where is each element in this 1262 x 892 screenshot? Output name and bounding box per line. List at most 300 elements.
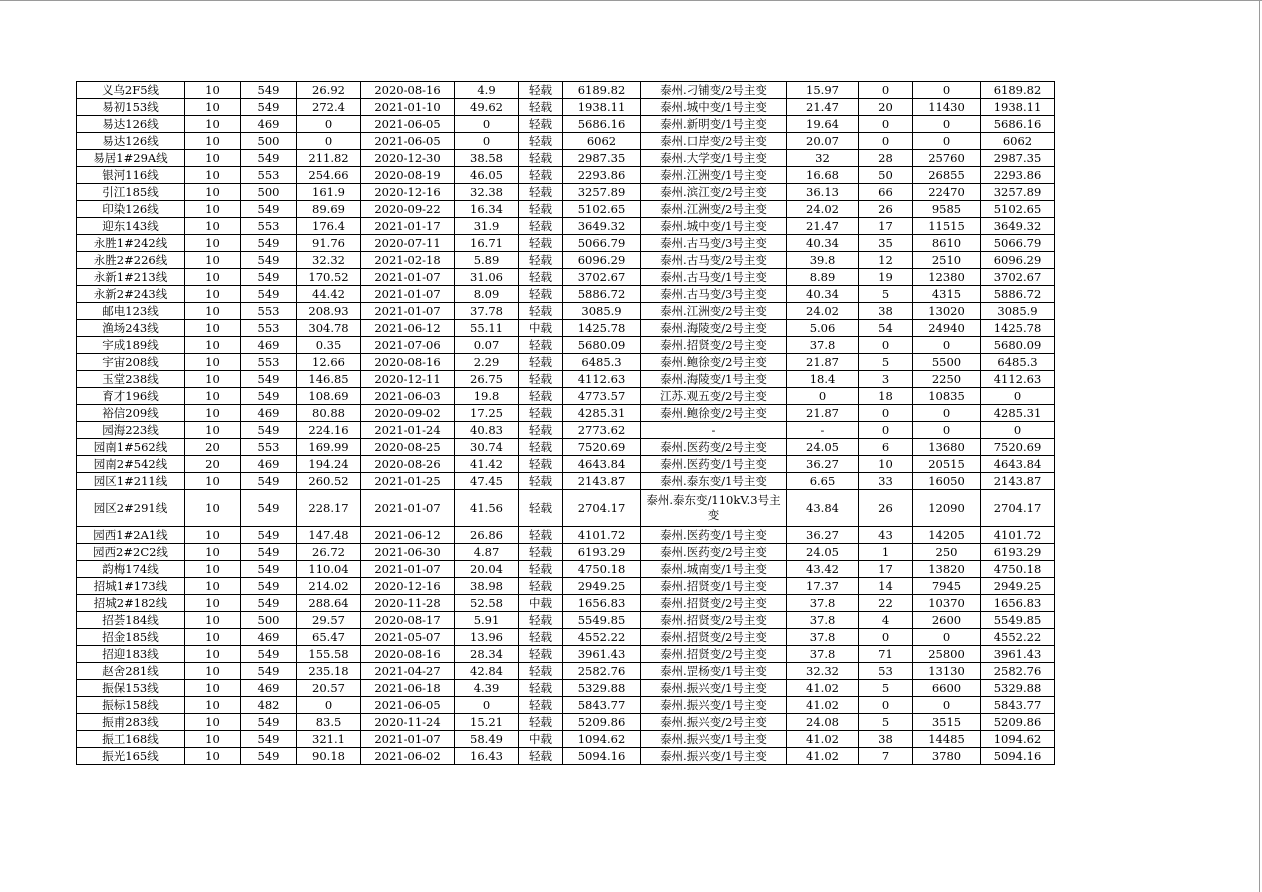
table-cell[interactable]: 26.86	[455, 527, 519, 544]
table-cell[interactable]: 2021-02-18	[361, 252, 455, 269]
table-cell[interactable]: 2582.76	[563, 663, 641, 680]
table-cell[interactable]: 10	[185, 473, 241, 490]
table-cell[interactable]: 轻载	[519, 663, 563, 680]
table-cell[interactable]: 泰州.海陵变/2号主变	[641, 320, 787, 337]
table-cell[interactable]: 37.8	[787, 612, 859, 629]
table-cell[interactable]: 10	[859, 456, 913, 473]
table-cell[interactable]: 147.48	[297, 527, 361, 544]
table-cell[interactable]: 254.66	[297, 167, 361, 184]
table-cell[interactable]: 21.87	[787, 405, 859, 422]
table-cell[interactable]: 4112.63	[981, 371, 1055, 388]
table-cell[interactable]: 10	[185, 405, 241, 422]
table-cell[interactable]: 5	[859, 714, 913, 731]
table-cell[interactable]: 26.75	[455, 371, 519, 388]
table-cell[interactable]: 中载	[519, 595, 563, 612]
table-cell[interactable]: 2704.17	[563, 490, 641, 527]
table-cell[interactable]: 4.9	[455, 82, 519, 99]
table-cell[interactable]: 轻载	[519, 235, 563, 252]
table-cell[interactable]: 10	[185, 490, 241, 527]
table-cell[interactable]: 2020-11-28	[361, 595, 455, 612]
table-cell[interactable]: 469	[241, 680, 297, 697]
table-cell[interactable]: 40.83	[455, 422, 519, 439]
table-cell[interactable]: 5549.85	[563, 612, 641, 629]
table-cell[interactable]: 549	[241, 595, 297, 612]
table-cell[interactable]: 553	[241, 439, 297, 456]
table-cell[interactable]: 邮电123线	[77, 303, 185, 320]
table-cell[interactable]: 16.43	[455, 748, 519, 765]
table-cell[interactable]: 5209.86	[563, 714, 641, 731]
table-cell[interactable]: 37.8	[787, 595, 859, 612]
table-cell[interactable]: 2020-12-11	[361, 371, 455, 388]
table-cell[interactable]: 1656.83	[563, 595, 641, 612]
table-cell[interactable]: 41.42	[455, 456, 519, 473]
table-cell[interactable]: 2020-08-16	[361, 354, 455, 371]
table-cell[interactable]: 2987.35	[981, 150, 1055, 167]
table-cell[interactable]: 10370	[913, 595, 981, 612]
table-cell[interactable]: 13130	[913, 663, 981, 680]
table-cell[interactable]: 35	[859, 235, 913, 252]
table-cell[interactable]: 2021-07-06	[361, 337, 455, 354]
table-cell[interactable]: 17.37	[787, 578, 859, 595]
table-cell[interactable]: 155.58	[297, 646, 361, 663]
table-cell[interactable]: 2582.76	[981, 663, 1055, 680]
table-cell[interactable]: 2021-06-05	[361, 133, 455, 150]
table-cell[interactable]: 10	[185, 731, 241, 748]
table-cell[interactable]: 16.34	[455, 201, 519, 218]
table-cell[interactable]: 泰州.城南变/1号主变	[641, 561, 787, 578]
table-cell[interactable]: 41.02	[787, 731, 859, 748]
table-cell[interactable]: 469	[241, 629, 297, 646]
table-cell[interactable]: 4552.22	[981, 629, 1055, 646]
table-cell[interactable]: 13820	[913, 561, 981, 578]
table-cell[interactable]: 500	[241, 133, 297, 150]
table-cell[interactable]: 招城1#173线	[77, 578, 185, 595]
table-cell[interactable]: 2021-06-05	[361, 697, 455, 714]
table-cell[interactable]: 21.47	[787, 99, 859, 116]
table-cell[interactable]: 38	[859, 303, 913, 320]
table-cell[interactable]: 24.02	[787, 303, 859, 320]
table-cell[interactable]: 1656.83	[981, 595, 1055, 612]
table-cell[interactable]: 1425.78	[563, 320, 641, 337]
table-cell[interactable]: 10	[185, 595, 241, 612]
table-cell[interactable]: 21.47	[787, 218, 859, 235]
table-cell[interactable]: 轻载	[519, 422, 563, 439]
table-cell[interactable]: 泰州.古马变/2号主变	[641, 252, 787, 269]
table-cell[interactable]: 5.91	[455, 612, 519, 629]
table-cell[interactable]: 20.57	[297, 680, 361, 697]
table-cell[interactable]: 10	[185, 544, 241, 561]
table-cell[interactable]: 549	[241, 578, 297, 595]
table-cell[interactable]: 韵梅174线	[77, 561, 185, 578]
table-cell[interactable]: 2021-06-18	[361, 680, 455, 697]
table-cell[interactable]: 易达126线	[77, 116, 185, 133]
table-cell[interactable]: 2021-01-10	[361, 99, 455, 116]
table-cell[interactable]: 43.42	[787, 561, 859, 578]
table-cell[interactable]: 24.08	[787, 714, 859, 731]
table-cell[interactable]: 2021-01-07	[361, 561, 455, 578]
table-cell[interactable]: 6485.3	[563, 354, 641, 371]
table-cell[interactable]: 5094.16	[563, 748, 641, 765]
table-cell[interactable]: 泰州.海陵变/1号主变	[641, 371, 787, 388]
table-cell[interactable]: 2021-06-05	[361, 116, 455, 133]
table-cell[interactable]: 永胜1#242线	[77, 235, 185, 252]
table-cell[interactable]: 6062	[981, 133, 1055, 150]
table-cell[interactable]: 14	[859, 578, 913, 595]
table-cell[interactable]: 304.78	[297, 320, 361, 337]
table-cell[interactable]: 549	[241, 82, 297, 99]
table-cell[interactable]: 6189.82	[981, 82, 1055, 99]
table-cell[interactable]: 裕信209线	[77, 405, 185, 422]
table-cell[interactable]: 2020-08-16	[361, 82, 455, 99]
table-cell[interactable]: 12090	[913, 490, 981, 527]
table-cell[interactable]: 轻载	[519, 354, 563, 371]
table-cell[interactable]: 15.97	[787, 82, 859, 99]
table-cell[interactable]: 迎东143线	[77, 218, 185, 235]
table-cell[interactable]: 4.39	[455, 680, 519, 697]
table-cell[interactable]: 1938.11	[981, 99, 1055, 116]
table-cell[interactable]: 3257.89	[563, 184, 641, 201]
table-cell[interactable]: 549	[241, 731, 297, 748]
table-cell[interactable]: 泰州.江洲变/2号主变	[641, 303, 787, 320]
table-cell[interactable]: 169.99	[297, 439, 361, 456]
table-cell[interactable]: 轻载	[519, 578, 563, 595]
table-cell[interactable]: 园西2#2C2线	[77, 544, 185, 561]
table-cell[interactable]: 5329.88	[981, 680, 1055, 697]
table-cell[interactable]: 39.8	[787, 252, 859, 269]
table-cell[interactable]: 2021-01-07	[361, 490, 455, 527]
table-cell[interactable]: 3780	[913, 748, 981, 765]
table-cell[interactable]: 泰州.医药变/2号主变	[641, 544, 787, 561]
table-cell[interactable]: 41.56	[455, 490, 519, 527]
table-cell[interactable]: 5500	[913, 354, 981, 371]
table-cell[interactable]: 0	[787, 388, 859, 405]
table-cell[interactable]: 5329.88	[563, 680, 641, 697]
table-cell[interactable]: 321.1	[297, 731, 361, 748]
table-cell[interactable]: 146.85	[297, 371, 361, 388]
table-cell[interactable]: 2250	[913, 371, 981, 388]
table-cell[interactable]: 10835	[913, 388, 981, 405]
table-cell[interactable]: 1094.62	[981, 731, 1055, 748]
table-cell[interactable]: 0	[913, 697, 981, 714]
table-cell[interactable]: 园海223线	[77, 422, 185, 439]
table-cell[interactable]: 5	[859, 354, 913, 371]
table-cell[interactable]: 1425.78	[981, 320, 1055, 337]
table-cell[interactable]: 2020-08-26	[361, 456, 455, 473]
table-cell[interactable]: 5102.65	[981, 201, 1055, 218]
table-cell[interactable]: 37.8	[787, 629, 859, 646]
table-cell[interactable]: 轻载	[519, 167, 563, 184]
table-cell[interactable]: 泰州.城中变/1号主变	[641, 99, 787, 116]
table-cell[interactable]: 2020-11-24	[361, 714, 455, 731]
table-cell[interactable]: 5	[859, 680, 913, 697]
table-cell[interactable]: 24.05	[787, 544, 859, 561]
table-cell[interactable]: 20	[185, 456, 241, 473]
table-cell[interactable]: 5094.16	[981, 748, 1055, 765]
table-cell[interactable]: 58.49	[455, 731, 519, 748]
table-cell[interactable]: 53	[859, 663, 913, 680]
table-cell[interactable]: 16050	[913, 473, 981, 490]
table-cell[interactable]: 园区1#211线	[77, 473, 185, 490]
table-cell[interactable]: 500	[241, 184, 297, 201]
table-cell[interactable]: 13020	[913, 303, 981, 320]
table-cell[interactable]: 10	[185, 320, 241, 337]
table-cell[interactable]: 4315	[913, 286, 981, 303]
table-cell[interactable]: 2704.17	[981, 490, 1055, 527]
table-cell[interactable]: 泰州.振兴变/2号主变	[641, 714, 787, 731]
table-cell[interactable]: 36.27	[787, 456, 859, 473]
table-cell[interactable]: 轻载	[519, 612, 563, 629]
table-cell[interactable]: 泰州.鲍徐变/2号主变	[641, 405, 787, 422]
table-cell[interactable]: 20	[859, 99, 913, 116]
table-cell[interactable]: 10	[185, 252, 241, 269]
table-cell[interactable]: 10	[185, 629, 241, 646]
table-cell[interactable]: 轻载	[519, 490, 563, 527]
table-cell[interactable]: 5886.72	[563, 286, 641, 303]
table-cell[interactable]: 0	[913, 629, 981, 646]
table-cell[interactable]: 轻载	[519, 150, 563, 167]
table-cell[interactable]: 轻载	[519, 544, 563, 561]
table-cell[interactable]: 553	[241, 354, 297, 371]
table-cell[interactable]: 469	[241, 405, 297, 422]
table-cell[interactable]: 轻载	[519, 388, 563, 405]
table-cell[interactable]: 2020-09-02	[361, 405, 455, 422]
table-cell[interactable]: 10	[185, 388, 241, 405]
table-cell[interactable]: 泰州.鲍徐变/2号主变	[641, 354, 787, 371]
table-cell[interactable]: 8.89	[787, 269, 859, 286]
table-cell[interactable]: 3961.43	[981, 646, 1055, 663]
table-cell[interactable]: 5680.09	[981, 337, 1055, 354]
table-cell[interactable]: 轻载	[519, 269, 563, 286]
table-cell[interactable]: 10	[185, 337, 241, 354]
table-cell[interactable]: 中载	[519, 731, 563, 748]
table-cell[interactable]: 泰州.口岸变/2号主变	[641, 133, 787, 150]
table-cell[interactable]: 549	[241, 663, 297, 680]
table-cell[interactable]: 6	[859, 439, 913, 456]
table-cell[interactable]: 2020-12-16	[361, 184, 455, 201]
table-cell[interactable]: 2021-06-30	[361, 544, 455, 561]
table-cell[interactable]: 轻载	[519, 286, 563, 303]
table-cell[interactable]: 2293.86	[563, 167, 641, 184]
table-cell[interactable]: 549	[241, 561, 297, 578]
table-cell[interactable]: 36.13	[787, 184, 859, 201]
table-cell[interactable]: 10	[185, 680, 241, 697]
table-cell[interactable]: 泰州.振兴变/1号主变	[641, 697, 787, 714]
table-cell[interactable]: 482	[241, 697, 297, 714]
table-cell[interactable]: 170.52	[297, 269, 361, 286]
table-cell[interactable]: 12	[859, 252, 913, 269]
table-cell[interactable]: 轻载	[519, 439, 563, 456]
table-cell[interactable]: 0	[913, 116, 981, 133]
table-cell[interactable]: 振甫283线	[77, 714, 185, 731]
table-cell[interactable]: 泰州.振兴变/1号主变	[641, 731, 787, 748]
table-cell[interactable]: 31.06	[455, 269, 519, 286]
table-cell[interactable]: 泰州.古马变/3号主变	[641, 286, 787, 303]
table-cell[interactable]: 469	[241, 116, 297, 133]
table-cell[interactable]: 1094.62	[563, 731, 641, 748]
table-cell[interactable]: 泰州.医药变/2号主变	[641, 439, 787, 456]
table-cell[interactable]: 轻载	[519, 748, 563, 765]
table-cell[interactable]: 轻载	[519, 303, 563, 320]
table-cell[interactable]: 17.25	[455, 405, 519, 422]
table-cell[interactable]: 5686.16	[563, 116, 641, 133]
table-cell[interactable]: 6193.29	[981, 544, 1055, 561]
table-cell[interactable]: 轻载	[519, 82, 563, 99]
table-cell[interactable]: 18.4	[787, 371, 859, 388]
table-cell[interactable]: 4101.72	[981, 527, 1055, 544]
table-cell[interactable]: 2020-12-16	[361, 578, 455, 595]
table-cell[interactable]: 易达126线	[77, 133, 185, 150]
table-cell[interactable]: 轻载	[519, 680, 563, 697]
table-cell[interactable]: 91.76	[297, 235, 361, 252]
table-cell[interactable]: 5	[859, 286, 913, 303]
table-cell[interactable]: 90.18	[297, 748, 361, 765]
table-cell[interactable]: 10	[185, 748, 241, 765]
table-cell[interactable]: 4	[859, 612, 913, 629]
table-cell[interactable]: 泰州.招贤变/2号主变	[641, 595, 787, 612]
table-cell[interactable]: 11430	[913, 99, 981, 116]
table-cell[interactable]: 10	[185, 116, 241, 133]
table-cell[interactable]: 振光165线	[77, 748, 185, 765]
table-cell[interactable]: 26.92	[297, 82, 361, 99]
table-cell[interactable]: 14485	[913, 731, 981, 748]
table-cell[interactable]: 549	[241, 473, 297, 490]
table-cell[interactable]: 214.02	[297, 578, 361, 595]
table-cell[interactable]: 2949.25	[981, 578, 1055, 595]
table-cell[interactable]: 16.71	[455, 235, 519, 252]
table-cell[interactable]: 89.69	[297, 201, 361, 218]
table-cell[interactable]: 泰州.泰东变/110kV.3号主变	[641, 490, 787, 527]
table-cell[interactable]: 10	[185, 99, 241, 116]
table-cell[interactable]: 2021-06-12	[361, 320, 455, 337]
table-cell[interactable]: 54	[859, 320, 913, 337]
table-cell[interactable]: 549	[241, 286, 297, 303]
table-cell[interactable]: 轻载	[519, 201, 563, 218]
table-cell[interactable]: 园南2#542线	[77, 456, 185, 473]
table-cell[interactable]: 泰州.振兴变/1号主变	[641, 748, 787, 765]
table-cell[interactable]: 2021-01-07	[361, 731, 455, 748]
table-cell[interactable]: 0	[297, 116, 361, 133]
table-cell[interactable]: 泰州.罡杨变/1号主变	[641, 663, 787, 680]
table-cell[interactable]: 4643.84	[981, 456, 1055, 473]
table-cell[interactable]: 110.04	[297, 561, 361, 578]
table-cell[interactable]: 33	[859, 473, 913, 490]
table-cell[interactable]: 0	[455, 133, 519, 150]
table-cell[interactable]: 20	[185, 439, 241, 456]
table-cell[interactable]: 20.04	[455, 561, 519, 578]
table-cell[interactable]: 永胜2#226线	[77, 252, 185, 269]
table-cell[interactable]: 印染126线	[77, 201, 185, 218]
table-cell[interactable]: 2020-09-22	[361, 201, 455, 218]
table-cell[interactable]: 108.69	[297, 388, 361, 405]
table-cell[interactable]: 0	[297, 133, 361, 150]
table-cell[interactable]: 引江185线	[77, 184, 185, 201]
table-cell[interactable]: 30.74	[455, 439, 519, 456]
table-cell[interactable]: 20.07	[787, 133, 859, 150]
table-cell[interactable]: 轻载	[519, 218, 563, 235]
table-cell[interactable]: 260.52	[297, 473, 361, 490]
table-cell[interactable]: 园南1#562线	[77, 439, 185, 456]
table-cell[interactable]: 10	[185, 235, 241, 252]
table-cell[interactable]: 轻载	[519, 252, 563, 269]
table-cell[interactable]: 549	[241, 544, 297, 561]
table-cell[interactable]: 25800	[913, 646, 981, 663]
table-cell[interactable]: 泰州.招贤变/2号主变	[641, 612, 787, 629]
table-cell[interactable]: 13680	[913, 439, 981, 456]
table-cell[interactable]: 3515	[913, 714, 981, 731]
table-cell[interactable]: 0	[859, 405, 913, 422]
table-cell[interactable]: 宇成189线	[77, 337, 185, 354]
table-cell[interactable]: 8.09	[455, 286, 519, 303]
table-cell[interactable]: 43	[859, 527, 913, 544]
table-cell[interactable]: 5066.79	[563, 235, 641, 252]
table-cell[interactable]: 549	[241, 714, 297, 731]
table-cell[interactable]: 161.9	[297, 184, 361, 201]
table-cell[interactable]: 10	[185, 167, 241, 184]
table-cell[interactable]: 0.35	[297, 337, 361, 354]
table-cell[interactable]: 250	[913, 544, 981, 561]
table-cell[interactable]: 2987.35	[563, 150, 641, 167]
table-cell[interactable]: 6.65	[787, 473, 859, 490]
table-cell[interactable]: 16.68	[787, 167, 859, 184]
table-cell[interactable]: 0	[859, 697, 913, 714]
table-cell[interactable]: 0	[859, 116, 913, 133]
table-cell[interactable]: 5549.85	[981, 612, 1055, 629]
table-cell[interactable]: 5209.86	[981, 714, 1055, 731]
table-cell[interactable]: 15.21	[455, 714, 519, 731]
table-cell[interactable]: 5.89	[455, 252, 519, 269]
table-cell[interactable]: 10	[185, 286, 241, 303]
table-cell[interactable]: 42.84	[455, 663, 519, 680]
table-cell[interactable]: 0	[913, 82, 981, 99]
table-cell[interactable]: 469	[241, 456, 297, 473]
table-cell[interactable]: 3	[859, 371, 913, 388]
table-cell[interactable]: 4750.18	[563, 561, 641, 578]
table-cell[interactable]: 553	[241, 218, 297, 235]
table-cell[interactable]: 1	[859, 544, 913, 561]
table-cell[interactable]: 泰州.江洲变/2号主变	[641, 201, 787, 218]
table-cell[interactable]: 5686.16	[981, 116, 1055, 133]
table-cell[interactable]: 224.16	[297, 422, 361, 439]
table-cell[interactable]: 208.93	[297, 303, 361, 320]
table-cell[interactable]: 50	[859, 167, 913, 184]
table-cell[interactable]: 5843.77	[563, 697, 641, 714]
table-cell[interactable]: 10	[185, 184, 241, 201]
table-cell[interactable]: 36.27	[787, 527, 859, 544]
table-cell[interactable]: 泰州.古马变/1号主变	[641, 269, 787, 286]
table-cell[interactable]: 12.66	[297, 354, 361, 371]
table-cell[interactable]: 55.11	[455, 320, 519, 337]
table-cell[interactable]: 38	[859, 731, 913, 748]
table-cell[interactable]: 泰州.招贤变/2号主变	[641, 337, 787, 354]
table-cell[interactable]: 26855	[913, 167, 981, 184]
table-cell[interactable]: 泰州.滨江变/2号主变	[641, 184, 787, 201]
table-cell[interactable]: 0	[859, 133, 913, 150]
table-cell[interactable]: 2021-04-27	[361, 663, 455, 680]
table-cell[interactable]: 园区2#291线	[77, 490, 185, 527]
table-cell[interactable]: 0	[859, 422, 913, 439]
table-cell[interactable]: 4643.84	[563, 456, 641, 473]
table-cell[interactable]: 7	[859, 748, 913, 765]
table-cell[interactable]: 3085.9	[981, 303, 1055, 320]
table-cell[interactable]: 32.38	[455, 184, 519, 201]
table-cell[interactable]: 轻载	[519, 184, 563, 201]
table-cell[interactable]: 4.87	[455, 544, 519, 561]
table-cell[interactable]: 2020-08-19	[361, 167, 455, 184]
table-cell[interactable]: 振保153线	[77, 680, 185, 697]
table-cell[interactable]: 2949.25	[563, 578, 641, 595]
table-cell[interactable]: 500	[241, 612, 297, 629]
table-cell[interactable]: 6600	[913, 680, 981, 697]
